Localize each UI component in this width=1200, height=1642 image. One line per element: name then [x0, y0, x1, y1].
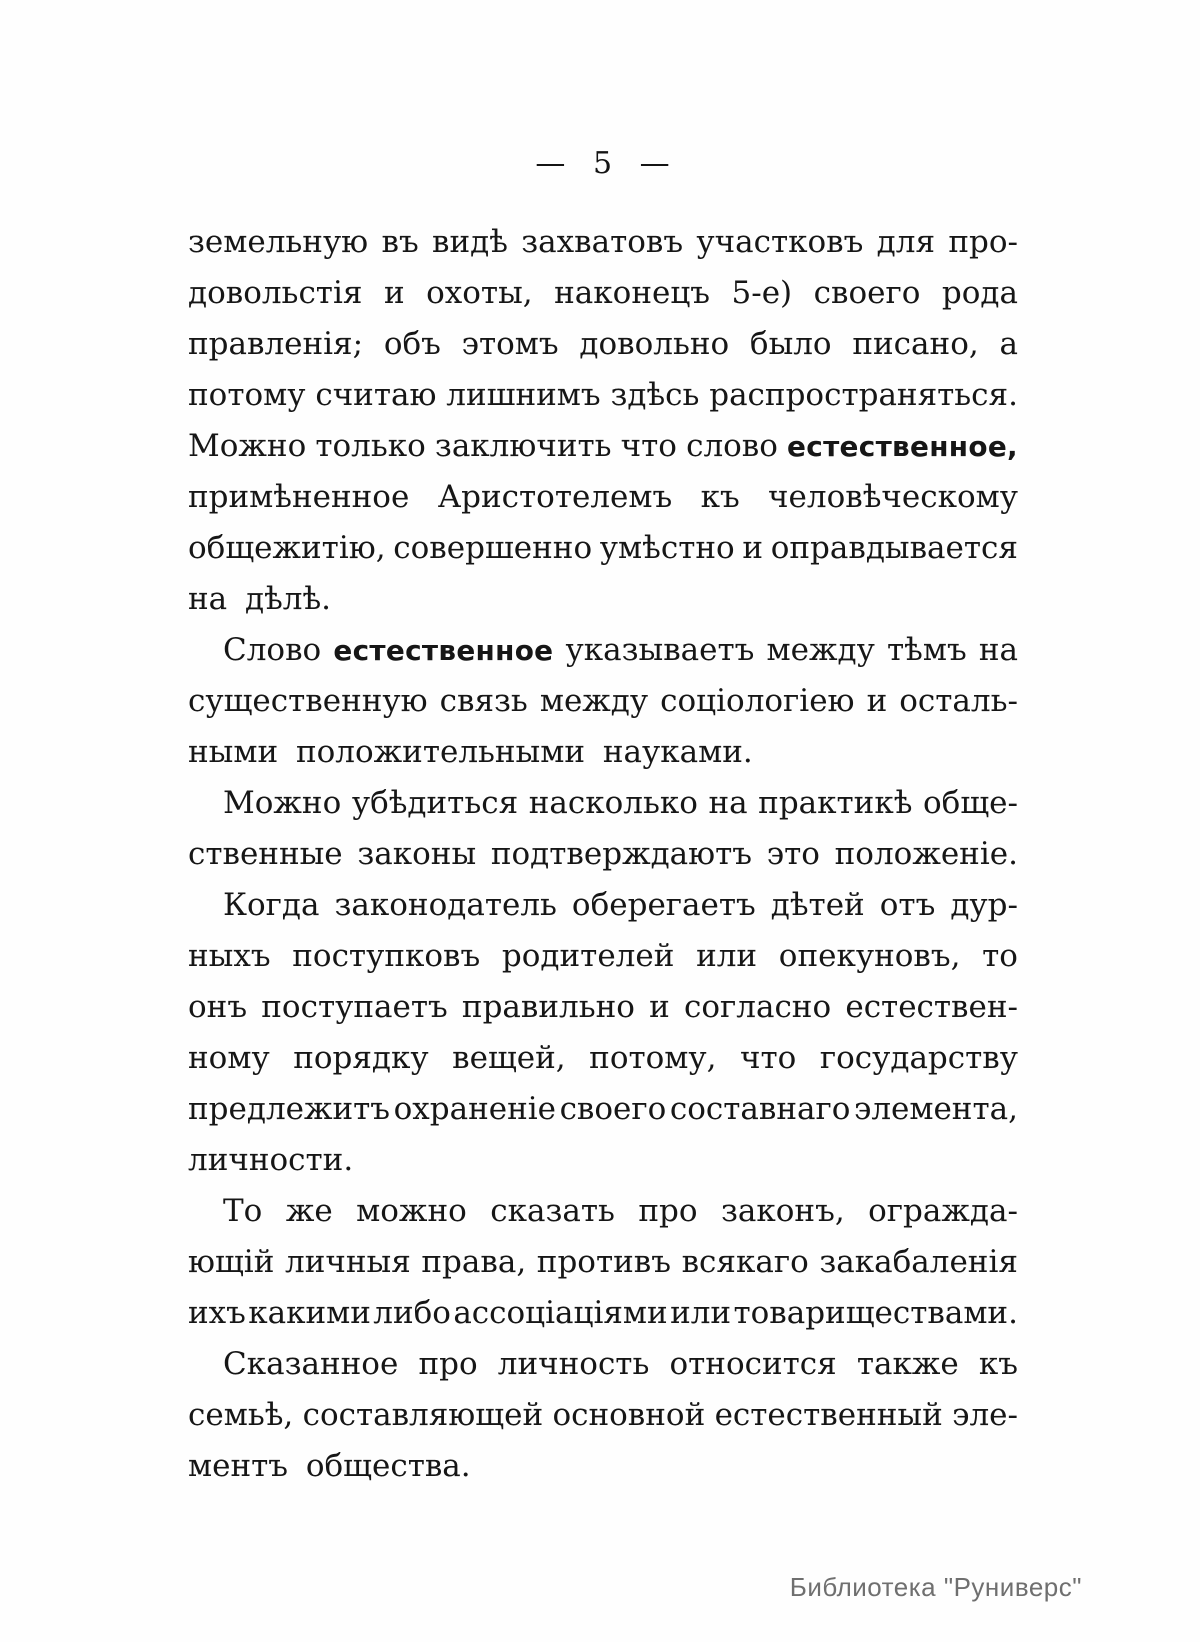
word: участковъ	[696, 224, 864, 260]
word: основной	[552, 1397, 706, 1433]
word: только	[315, 428, 426, 464]
word: предлежитъ	[188, 1091, 391, 1127]
word: законодатель	[334, 887, 557, 923]
word: въ	[381, 224, 419, 260]
word: этомъ	[461, 326, 559, 362]
word: Слово	[223, 632, 322, 668]
text-line	[188, 778, 1018, 829]
word: совершенно	[393, 530, 593, 566]
word: законъ,	[721, 1193, 845, 1229]
word: довольстія	[188, 275, 363, 311]
text-line	[188, 472, 1018, 523]
text-block	[188, 217, 1018, 1492]
text-line	[188, 268, 1018, 319]
word: примѣненное	[188, 479, 410, 515]
word: отъ	[879, 887, 936, 923]
word: указываетъ	[565, 632, 755, 668]
word: закабаленія	[819, 1244, 1018, 1280]
word: было	[749, 326, 832, 362]
word: рода	[941, 275, 1018, 311]
word: существенную	[188, 683, 428, 719]
text-segment: личности.	[188, 1142, 354, 1178]
word: къ	[700, 479, 740, 515]
word: элемента,	[853, 1091, 1018, 1127]
word: дѣтей	[770, 887, 865, 923]
word: охраненіе	[393, 1091, 556, 1127]
word: законы	[357, 836, 477, 872]
word: человѣческому	[768, 479, 1018, 515]
word: или	[670, 1295, 732, 1331]
word: что	[740, 1040, 797, 1076]
text-segment: ными положительными науками.	[188, 734, 753, 770]
word: своего	[813, 275, 921, 311]
word: ственные	[188, 836, 343, 872]
word: ныхъ	[188, 938, 271, 974]
word: порядку	[293, 1040, 429, 1076]
word: дур-	[950, 887, 1018, 923]
word: довольно	[579, 326, 730, 362]
word: либо	[373, 1295, 451, 1331]
emphasized-word: естественное	[333, 634, 554, 667]
word: между	[539, 683, 649, 719]
word: эле-	[952, 1397, 1018, 1433]
text-line	[188, 217, 1018, 268]
word: ющій	[188, 1244, 275, 1280]
word: умѣстно	[599, 530, 735, 566]
word: опекуновъ,	[778, 938, 961, 974]
word: здѣсь	[610, 377, 700, 413]
word: распространяться.	[709, 377, 1018, 413]
word: личныя	[285, 1244, 411, 1280]
word: заключить	[434, 428, 612, 464]
word: поступаетъ	[261, 989, 448, 1025]
text-segment: на дѣлѣ.	[188, 581, 332, 617]
word: естественный	[714, 1397, 943, 1433]
text-line	[188, 421, 1018, 472]
text-line	[188, 625, 1018, 676]
word: вещей,	[452, 1040, 566, 1076]
text-line	[188, 1033, 1018, 1084]
word: потому,	[589, 1040, 717, 1076]
word: убѣдиться	[351, 785, 519, 821]
word: оправдывается	[770, 530, 1018, 566]
word: противъ	[536, 1244, 671, 1280]
word: то	[982, 938, 1018, 974]
word: общежитію,	[188, 530, 386, 566]
word: и	[649, 989, 670, 1025]
text-line	[188, 523, 1018, 574]
word: про	[418, 1346, 478, 1382]
word: поступковъ	[292, 938, 481, 974]
text-line	[188, 1237, 1018, 1288]
word: подтверждаютъ	[490, 836, 753, 872]
word: а	[999, 326, 1018, 362]
word: на	[708, 785, 748, 821]
word: своего	[559, 1091, 667, 1127]
word: про-	[948, 224, 1018, 260]
word: и	[866, 683, 888, 719]
text-line	[188, 727, 1018, 778]
text-line	[188, 370, 1018, 421]
word: ихъ	[188, 1295, 246, 1331]
word: практикѣ	[758, 785, 913, 821]
word: Когда	[223, 887, 320, 923]
word: соціологіею	[660, 683, 855, 719]
word: естествен-	[845, 989, 1018, 1025]
word: видѣ	[432, 224, 508, 260]
word: оберегаетъ	[571, 887, 756, 923]
word: огражда-	[868, 1193, 1018, 1229]
word: семьѣ,	[188, 1397, 294, 1433]
word: между	[766, 632, 875, 668]
word: и	[742, 530, 764, 566]
word: для	[876, 224, 936, 260]
text-line	[188, 880, 1018, 931]
word: тѣмъ	[887, 632, 967, 668]
word: составляющей	[302, 1397, 544, 1433]
text-line	[188, 982, 1018, 1033]
word: согласно	[684, 989, 832, 1025]
word: правленія;	[188, 326, 364, 362]
word: и	[383, 275, 405, 311]
emphasized-word: естественное,	[787, 430, 1018, 463]
word: захватовъ	[521, 224, 684, 260]
library-watermark: Библиотека "Руниверс"	[789, 1572, 1082, 1602]
word: земельную	[188, 224, 369, 260]
text-line	[188, 574, 1018, 625]
text-line	[188, 676, 1018, 727]
word: всякаго	[681, 1244, 809, 1280]
word: правильно	[461, 989, 635, 1025]
word: связь	[439, 683, 528, 719]
text-line	[188, 931, 1018, 982]
word: онъ	[188, 989, 248, 1025]
word: государству	[819, 1040, 1018, 1076]
word: Сказанное	[223, 1346, 399, 1382]
word: какими	[248, 1295, 371, 1331]
word: или	[696, 938, 758, 974]
text-line	[188, 1441, 1018, 1492]
text-line	[188, 829, 1018, 880]
text-segment: ментъ общества.	[188, 1448, 471, 1484]
word: сказать	[490, 1193, 615, 1229]
word: также	[856, 1346, 959, 1382]
word: слово	[686, 428, 778, 464]
text-line	[188, 1186, 1018, 1237]
word: обще-	[923, 785, 1018, 821]
word: наконецъ	[554, 275, 710, 311]
word: что	[620, 428, 677, 464]
word: личность	[497, 1346, 650, 1382]
text-line	[188, 1084, 1018, 1135]
word: считаю	[315, 377, 437, 413]
word: Аристотелемъ	[437, 479, 673, 515]
word: положеніе.	[834, 836, 1018, 872]
word: Можно	[223, 785, 342, 821]
word: товариществами.	[733, 1295, 1018, 1331]
word: это	[766, 836, 820, 872]
word: ассоціаціями	[453, 1295, 668, 1331]
page-number: — 5 —	[535, 146, 671, 181]
word: писано,	[852, 326, 979, 362]
word: потому	[188, 377, 306, 413]
text-line	[188, 1135, 1018, 1186]
word: 5-е)	[731, 275, 793, 311]
word: къ	[978, 1346, 1018, 1382]
word: лишнимъ	[446, 377, 601, 413]
word: объ	[383, 326, 441, 362]
word: же	[285, 1193, 333, 1229]
text-line	[188, 319, 1018, 370]
word: составнаго	[669, 1091, 851, 1127]
word: можно	[356, 1193, 467, 1229]
word: охоты,	[426, 275, 533, 311]
word: относится	[669, 1346, 837, 1382]
word: осталь-	[899, 683, 1018, 719]
word: насколько	[528, 785, 698, 821]
word: про	[638, 1193, 698, 1229]
text-line	[188, 1288, 1018, 1339]
word: Можно	[188, 428, 307, 464]
text-line	[188, 1390, 1018, 1441]
word: на	[978, 632, 1018, 668]
word: родителей	[501, 938, 675, 974]
word: То	[223, 1193, 263, 1229]
text-line	[188, 1339, 1018, 1390]
word: права,	[421, 1244, 527, 1280]
word: ному	[188, 1040, 270, 1076]
